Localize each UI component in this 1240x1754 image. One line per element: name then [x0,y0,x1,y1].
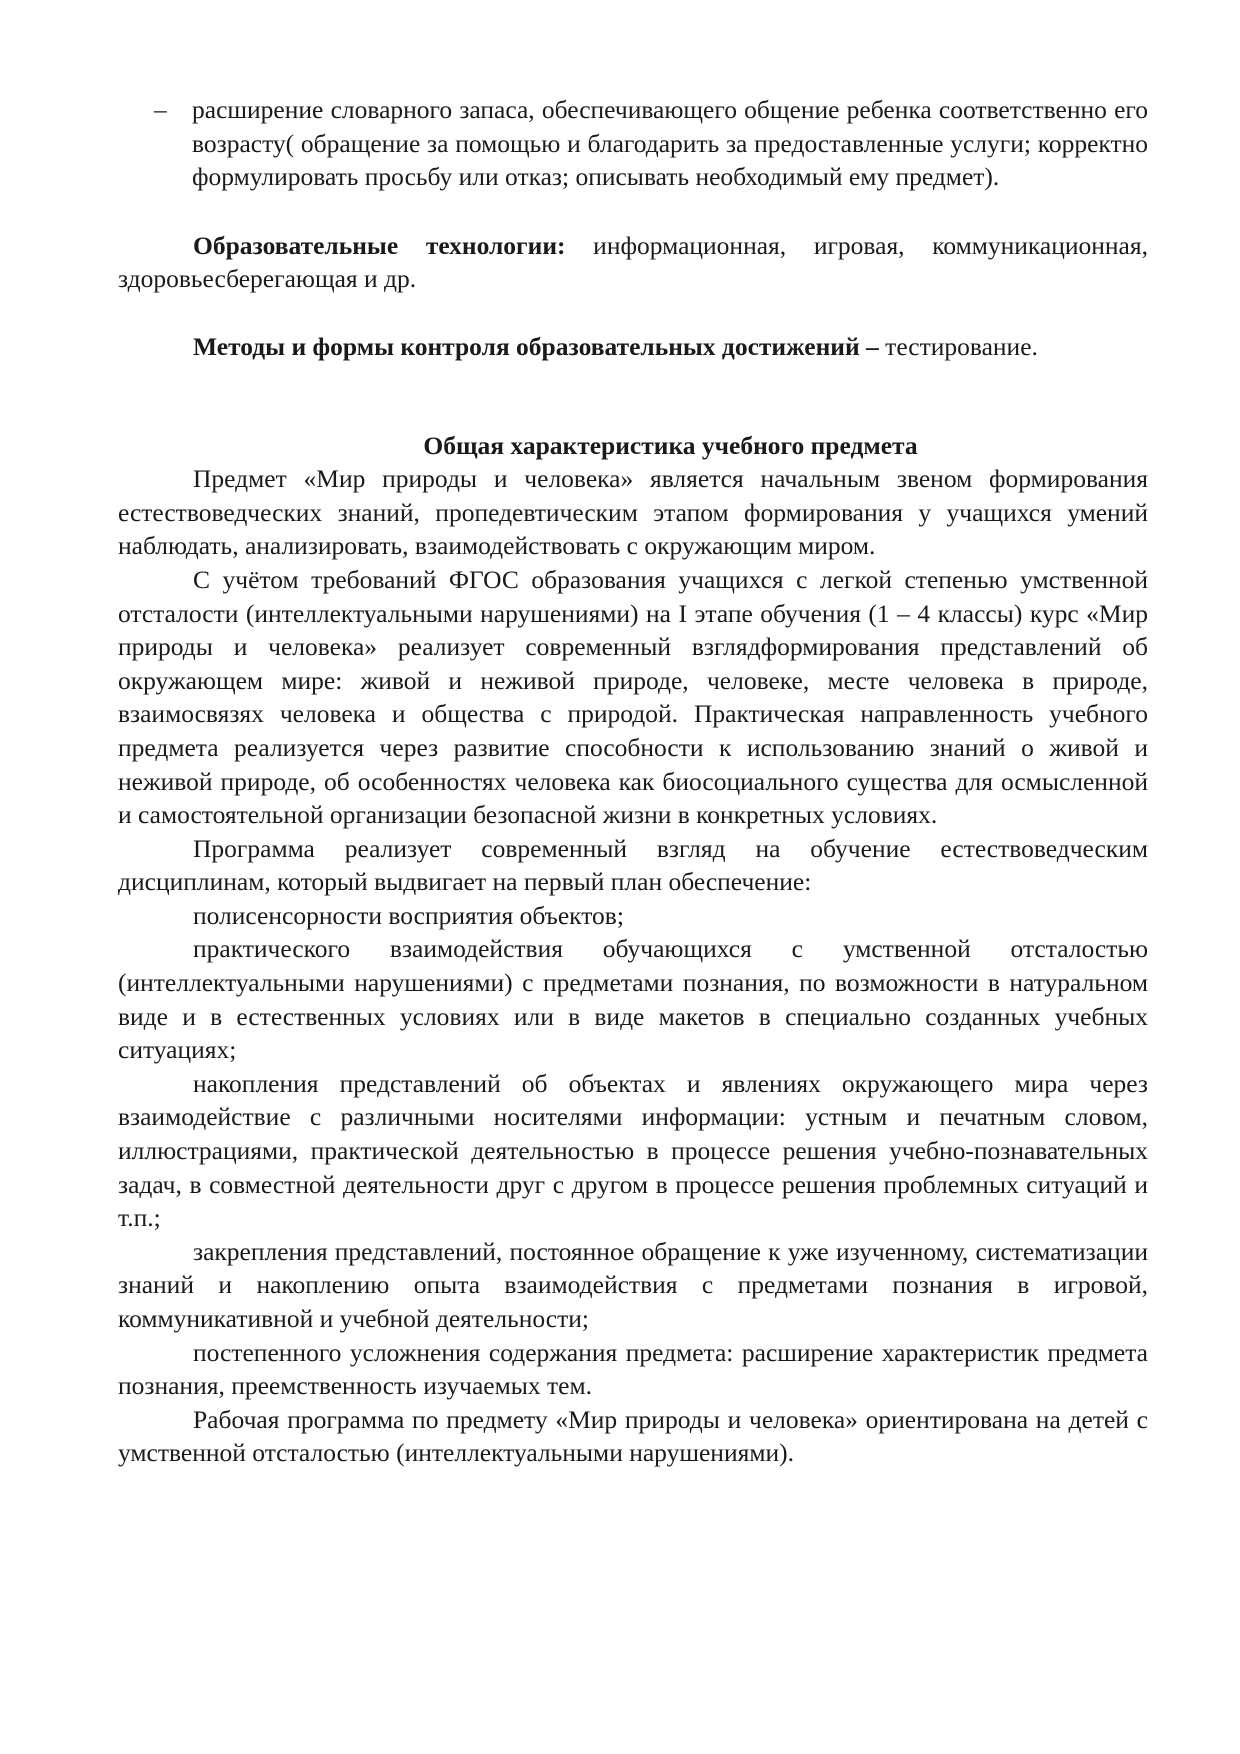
paragraph-target-audience: Рабочая программа по предмету «Мир природы и человека» ориентирована на детей с умственной отсталостью (интеллектуальными нарушениями). [118,1404,1148,1468]
paragraph-gradual-complexity: постепенного усложнения содержания предмета: расширение характеристик предмета познания, преемственность изучаемых тем. [118,1337,1148,1401]
technologies-label: Образовательные технологии: [193,230,566,260]
document-page [118,93,1148,1470]
paragraph-technologies [118,229,1148,296]
list-item-vocabulary [154,93,1148,194]
section-title: Общая характеристика учебного предмета [423,430,918,460]
paragraph-consolidation: закрепления представлений, постоянное обращение к уже изученному, систематизации знаний и накоплению опыта взаимодействия с предметами познания в игровой, коммуникативной и учебной деятельности; [118,1236,1148,1333]
paragraph-polysensory: полисенсорности восприятия объектов; [193,900,624,930]
paragraph-accumulation: накопления представлений об объектах и явлениях окружающего мира через взаимодействие с различными носителями информации: устным и печатным словом, иллюстрациями, практической деятельностью в процессе решения учебно-познавательных задач, в совместной деятельности друг с другом в процессе решения проблемных ситуаций и т.п.; [118,1068,1148,1233]
control-methods-text: тестирование. [878,331,1038,361]
paragraph-fgos-requirements: С учётом требований ФГОС образования учащихся с легкой степенью умственной отсталости (интеллектуальными нарушениями) на I этапе обучения (1 – 4 классы) курс «Мир природы и человека» реализует современный взглядформирования представлений об окружающем мире: живой и неживой природе, человеке, месте человека в природе, взаимосвязях человека и общества с природой. Практическая направленность учебного предмета реализуется через развитие способности к использованию знаний о живой и неживой природе, об особенностях человека как биосоциального существа для осмысленной и самостоятельной организации безопасной жизни в конкретных условиях. [118,564,1148,830]
paragraph-control-methods [118,330,1148,364]
list-item-text: расширение словарного запаса, обеспечивающего общение ребенка соответственно его возрасту( обращение за помощью и благодарить за предоставленные услуги; корректно формулировать просьбу или отказ; описывать необходимый ему предмет). [192,95,1148,192]
technologies-text: информационная, игровая, коммуникационная, здоровьесберегающая и др. [118,230,1148,294]
list-dash-marker: – [154,95,167,124]
paragraph-practical-interaction: практического взаимодействия обучающихся с умственной отсталостью (интеллектуальными нарушениями) с предметами познания, по возможности в натуральном виде и в естественных условиях или в виде макетов в специально созданных учебных ситуациях; [118,934,1148,1065]
control-methods-label: Методы и формы контроля образовательных достижений – [193,331,879,361]
paragraph-subject-intro: Предмет «Мир природы и человека» является начальным звеном формирования естествоведческих знаний, пропедевтическим этапом формирования у учащихся умений наблюдать, анализировать, взаимодействовать с окружающим миром. [118,464,1148,561]
paragraph-program-view: Программа реализует современный взгляд на обучение естествоведческим дисциплинам, который выдвигает на первый план обеспечение: [118,833,1148,897]
